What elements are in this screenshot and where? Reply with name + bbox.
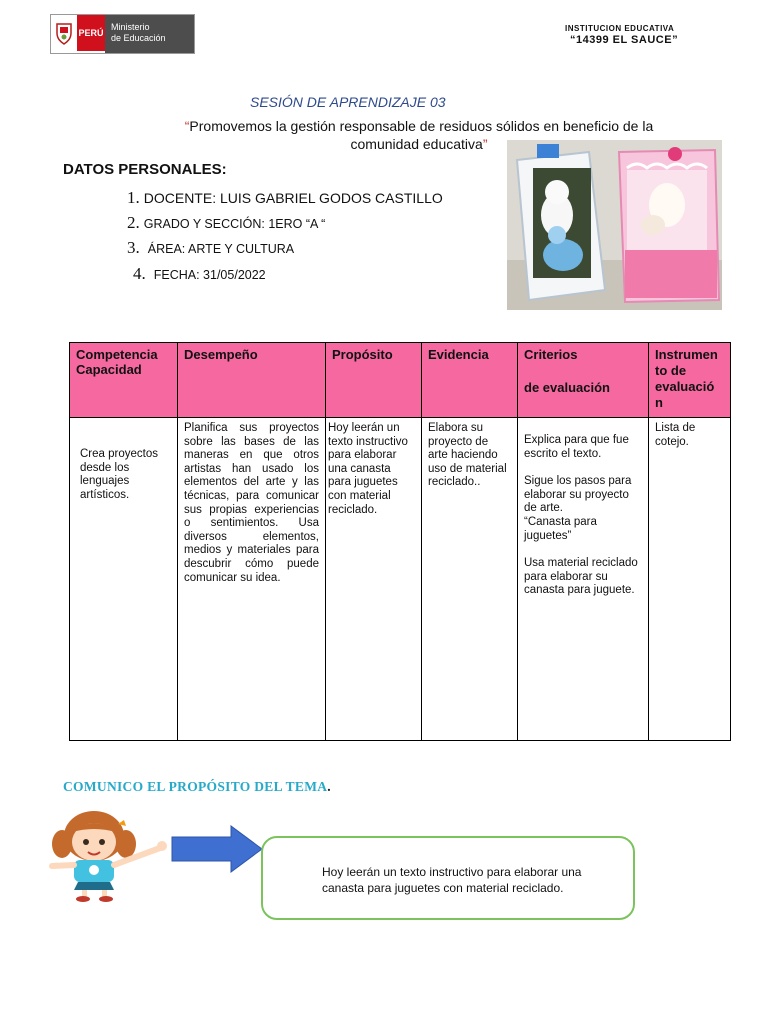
item-text: FECHA: 31/05/2022 [153,268,266,282]
purpose-text-1: Promovemos la gestión responsable de residuos sólidos en beneficio de la [189,118,654,134]
open-quote: “ [184,118,190,134]
item-text: GRADO Y SECCIÓN: 1ERO “A “ [143,217,326,231]
datos-item-grado [127,213,325,233]
cell-evidencia: Elabora su proyecto de arte haciendo uso de material reciclado.. [422,418,518,741]
header-proposito: Propósito [326,343,422,418]
table-row [70,418,731,741]
cell-desempeno: Planifica sus proyectos sobre las bases de las maneras en que otros artistas han usado los elementos del arte y las técnicas, para comunicar sus propias experiencias o sentimientos. Usa diversos elementos, medios y materiales para descubrir cómo puede comunicar su idea. [178,418,326,741]
right-arrow-icon [171,825,263,873]
item-number: 4. [133,264,146,283]
datos-heading: DATOS PERSONALES: [63,161,227,178]
ministry-line-1: Ministerio [111,22,150,32]
cell-criterios [518,418,649,741]
header-criterios: Criterios de evaluación [518,343,649,418]
competencies-table [69,342,731,741]
purpose-text-2: comunidad educativa [350,136,483,152]
header-desempeno: Desempeño [178,343,326,418]
datos-item-docente [127,188,443,208]
session-title: SESIÓN DE APRENDIZAJE 03 [250,94,446,110]
criterio-4: Usa material reciclado para elaborar su canasta para juguete. [524,557,638,597]
cell-competencia: Crea proyectos desde los lenguajes artísticos. [70,418,178,741]
cell-instrumento: Lista de cotejo. [649,418,731,741]
ministry-name [105,15,194,53]
coat-of-arms-icon [51,15,77,51]
table-header-row [70,343,731,418]
institution-name: “14399 EL SAUCE” [570,34,679,46]
ministry-logo [50,14,195,54]
toy-basket-photo [507,140,722,310]
header-competencia: Competencia Capacidad [70,343,178,418]
bubble-line-1: Hoy leerán un texto instructivo para elaborar una [322,865,582,879]
item-text: ÁREA: ARTE Y CULTURA [147,242,295,256]
header-instrumento: Instrumen to de evaluació n [649,343,731,418]
comunico-heading: COMUNICO EL PROPÓSITO DEL TEMA. [63,779,331,794]
session-purpose-line-1 [0,118,768,134]
header-evidencia: Evidencia [422,343,518,418]
item-text: DOCENTE: LUIS GABRIEL GODOS CASTILLO [143,190,443,206]
criterio-3: “Canasta para juguetes” [524,515,597,542]
cell-proposito: Hoy leerán un texto instructivo para elaborar una canasta para juguetes con material reciclado. [326,418,422,741]
bubble-line-2: canasta para juguetes con material reciclado. [322,881,564,895]
peru-label: PERÚ [77,15,105,51]
criterio-2: Sigue los pasos para elaborar su proyecto de arte. [524,475,632,515]
item-number: 3. [127,238,140,257]
item-number: 2. [127,213,140,232]
datos-item-area [127,238,294,258]
item-number: 1. [127,188,140,207]
girl-illustration [48,810,172,902]
criterio-1: Explica para que fue escrito el texto. [524,434,629,460]
ministry-line-2: de Educación [111,33,166,43]
datos-item-fecha [133,264,266,284]
purpose-bubble-text [322,864,622,896]
institution-label: INSTITUCION EDUCATIVA [565,24,675,33]
close-quote: ” [482,136,488,152]
